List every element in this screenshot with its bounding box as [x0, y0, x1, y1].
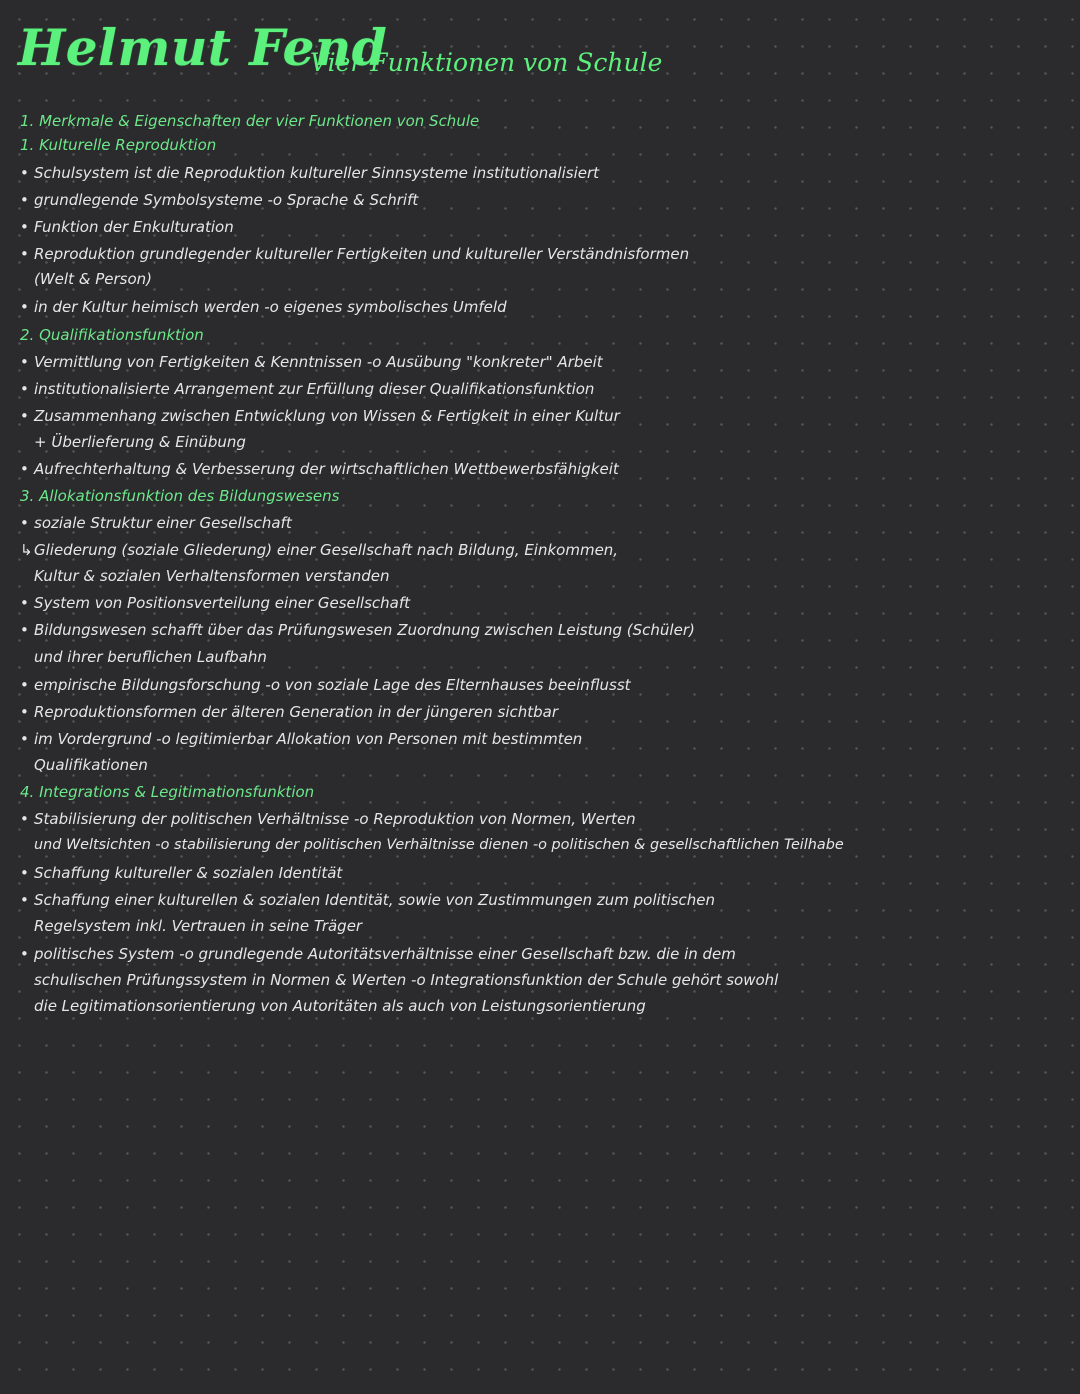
- bullet-icon: •: [20, 164, 29, 182]
- bullet-icon: •: [20, 218, 29, 236]
- note-line: Qualifikationen: [34, 756, 148, 774]
- note-line: • Reproduktion grundlegender kultureller Fertigkeiten und kultureller Verständnisformen: [20, 245, 690, 263]
- bullet-icon: •: [20, 945, 29, 963]
- note-line: • Stabilisierung der politischen Verhältnisse -o Reproduktion von Normen, Werten: [20, 810, 636, 828]
- bullet-icon: •: [20, 703, 29, 721]
- note-line: • System von Positionsverteilung einer Gesellschaft: [20, 594, 411, 612]
- bullet-icon: •: [20, 621, 29, 639]
- note-line: • Zusammenhang zwischen Entwicklung von Wissen & Fertigkeit in einer Kultur: [20, 407, 620, 425]
- note-line: (Welt & Person): [34, 270, 152, 288]
- bullet-icon: •: [20, 353, 29, 371]
- bullet-icon: •: [20, 891, 29, 909]
- note-line: • Aufrechterhaltung & Verbesserung der wirtschaftlichen Wettbewerbsfähigkeit: [20, 460, 619, 478]
- note-line: und Weltsichten -o stabilisierung der politischen Verhältnisse dienen -o politischen & gesellschaftlichen Teilhabe: [34, 837, 844, 853]
- page-subtitle: Vier Funktionen von Schule: [310, 48, 663, 77]
- note-line: Regelsystem inkl. Vertrauen in seine Träger: [34, 917, 363, 935]
- page-title: Helmut Fend: [18, 18, 388, 77]
- note-line: und ihrer beruflichen Laufbahn: [34, 648, 267, 666]
- arrow-icon: ↳: [20, 541, 33, 559]
- bullet-icon: •: [20, 864, 29, 882]
- bullet-icon: •: [20, 514, 29, 532]
- note-line: • politisches System -o grundlegende Autoritätsverhältnisse einer Gesellschaft bzw. die in dem: [20, 945, 736, 963]
- note-line: • Bildungswesen schafft über das Prüfungswesen Zuordnung zwischen Leistung (Schüler): [20, 621, 695, 639]
- note-line: • institutionalisierte Arrangement zur Erfüllung dieser Qualifikationsfunktion: [20, 380, 595, 398]
- bullet-icon: •: [20, 298, 29, 316]
- bullet-icon: •: [20, 676, 29, 694]
- note-line: + Überlieferung & Einübung: [34, 433, 246, 451]
- note-line: Kultur & sozialen Verhaltensformen verstanden: [34, 567, 390, 585]
- bullet-icon: •: [20, 191, 29, 209]
- subsection-heading: 1. Kulturelle Reproduktion: [20, 136, 217, 154]
- bullet-icon: •: [20, 594, 29, 612]
- note-line: • im Vordergrund -o legitimierbar Allokation von Personen mit bestimmten: [20, 730, 583, 748]
- note-line: die Legitimationsorientierung von Autoritäten als auch von Leistungsorientierung: [34, 997, 646, 1015]
- note-line: • Schaffung kultureller & sozialen Identität: [20, 864, 343, 882]
- note-line: • Reproduktionsformen der älteren Generation in der jüngeren sichtbar: [20, 703, 559, 721]
- bullet-icon: •: [20, 380, 29, 398]
- note-line: ↳Gliederung (soziale Gliederung) einer Gesellschaft nach Bildung, Einkommen,: [20, 541, 619, 559]
- subsection-heading: 2. Qualifikationsfunktion: [20, 326, 204, 344]
- subsection-heading: 3. Allokationsfunktion des Bildungswesens: [20, 487, 340, 505]
- bullet-icon: •: [20, 730, 29, 748]
- note-line: • soziale Struktur einer Gesellschaft: [20, 514, 292, 532]
- note-line: schulischen Prüfungssystem in Normen & Werten -o Integrationsfunktion der Schule gehört sowohl: [34, 971, 779, 989]
- note-line: • Vermittlung von Fertigkeiten & Kenntnissen -o Ausübung "konkreter" Arbeit: [20, 353, 603, 371]
- section-heading: 1. Merkmale & Eigenschaften der vier Funktionen von Schule: [20, 112, 480, 130]
- bullet-icon: •: [20, 810, 29, 828]
- note-line: • grundlegende Symbolsysteme -o Sprache & Schrift: [20, 191, 419, 209]
- note-line: • Schaffung einer kulturellen & sozialen Identität, sowie von Zustimmungen zum politischen: [20, 891, 716, 909]
- note-line: • empirische Bildungsforschung -o von soziale Lage des Elternhauses beeinflusst: [20, 676, 631, 694]
- note-line: • Schulsystem ist die Reproduktion kultureller Sinnsysteme institutionalisiert: [20, 164, 600, 182]
- title-row: [18, 14, 1058, 94]
- bullet-icon: •: [20, 245, 29, 263]
- bullet-icon: •: [20, 407, 29, 425]
- subsection-heading: 4. Integrations & Legitimationsfunktion: [20, 783, 315, 801]
- note-line: • Funktion der Enkulturation: [20, 218, 234, 236]
- note-line: • in der Kultur heimisch werden -o eigenes symbolisches Umfeld: [20, 298, 507, 316]
- bullet-icon: •: [20, 460, 29, 478]
